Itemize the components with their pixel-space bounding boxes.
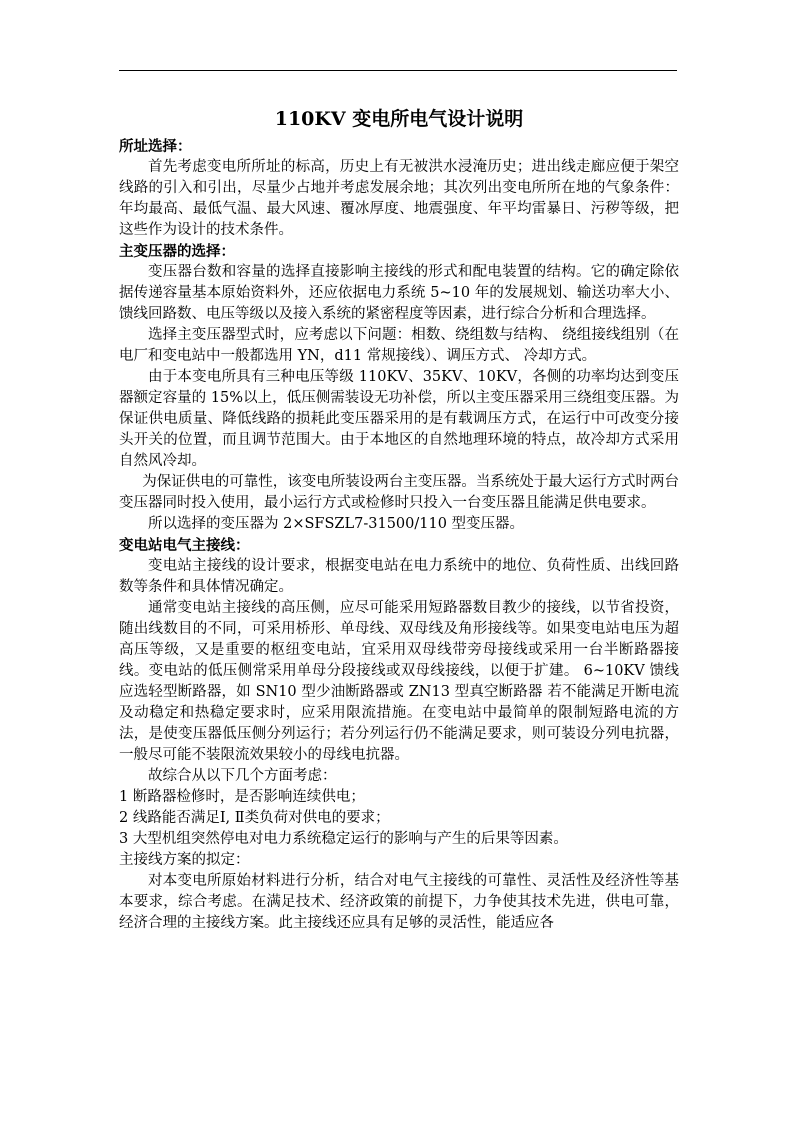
paragraph: 变电站主接线的设计要求，根据变电站在电力系统中的地位、负荷性质、出线回路数等条件和具体情况确定。 (119, 558, 679, 595)
heading-transformer-selection: 主变压器的选择： (119, 243, 235, 260)
document-title: 110KV 变电所电气设计说明 (274, 108, 524, 130)
paragraph: 故综合从以下几个方面考虑： (148, 768, 337, 784)
paragraph: 首先考虑变电所所址的标高，历史上有无被洪水浸淹历史；进出线走廊应便于架空线路的引入和引出，尽量少占地并考虑发展余地；其次列出变电所所在地的气象条件：年均最高、最低气温、最大风速、覆冰厚度、地震强度、年平均雷暴日、污秽等级，把这些作为设计的技术条件。 (119, 159, 679, 238)
paragraph: 由于本变电所具有三种电压等级 110KV、35KV、10KV，各侧的功率均达到变压器额定容量的 15%以上，低压侧需装设无功补偿，所以主变压器采用三绕组变压器。为保证供电质量、降低线路的损耗此变压器采用的是有载调压方式，在运行中可改变分接头开关的位置，而且调节范围大。由于本地区的自然地理环境的特点，故冷却方式采用自然风冷却。 (119, 369, 679, 469)
list-item: 3 大型机组突然停电对电力系统稳定运行的影响与产生的后果等因素。 (119, 831, 568, 847)
paragraph: 变压器台数和容量的选择直接影响主接线的形式和配电装置的结构。它的确定除依据传递容量基本原始资料外，还应依据电力系统 5~10 年的发展规划、输送功率大小、馈线回路数、电压等级以及接入系统的紧密程度等因素，进行综合分析和合理选择。 (119, 264, 679, 322)
header-rule (119, 70, 677, 71)
paragraph: 所以选择的变压器为 2×SFSZL7-31500/110 型变压器。 (148, 516, 525, 532)
paragraph: 为保证供电的可靠性，该变电所装设两台主变压器。当系统处于最大运行方式时两台变压器同时投入使用，最小运行方式或检修时只投入一台变压器且能满足供电要求。 (119, 474, 679, 511)
heading-site-selection: 所址选择： (119, 138, 192, 155)
paragraph: 选择主变压器型式时，应考虑以下问题：相数、绕组数与结构、 绕组接线组别（在电厂和变电站中一般都选用 YN，d11 常规接线）、调压方式、 冷却方式。 (119, 327, 679, 364)
paragraph: 对本变电所原始材料进行分析，结合对电气主接线的可靠性、灵活性及经济性等基本要求，综合考虑。在满足技术、经济政策的前提下，力争使其技术先进，供电可靠，经济合理的主接线方案。此主接线还应具有足够的灵活性，能适应各 (119, 873, 679, 931)
list-item: 1 断路器检修时，是否影响连续供电； (119, 789, 365, 805)
paragraph: 通常变电站主接线的高压侧，应尽可能采用短路器数目教少的接线，以节省投资，随出线数目的不同，可采用桥形、单母线、双母线及角形接线等。如果变电站电压为超高压等级，又是重要的枢纽变电站，宜采用双母线带旁母接线或采用一台半断路器接线。变电站的低压侧常采用单母分段接线或双母线接线，以便于扩建。 6~10KV 馈线应选轻型断路器，如 SN10 型少油断路器或 ZN13 型真空断路器 若不能满足开断电流及动稳定和热稳定要求时，应采用限流措施。在变电站中最简单的限制短路电流的方法，是使变压器低压侧分列运行；若分列运行仍不能满足要求，则可装设分列电抗器，一般尽可能不装限流效果较小的母线电抗器。 (119, 600, 679, 763)
subheading-wiring-scheme: 主接线方案的拟定： (119, 852, 250, 868)
list-item: 2 线路能否满足Ⅰ, Ⅱ类负荷对供电的要求； (119, 810, 390, 826)
document-body (119, 106, 679, 934)
heading-main-wiring: 变电站电气主接线： (119, 537, 250, 554)
